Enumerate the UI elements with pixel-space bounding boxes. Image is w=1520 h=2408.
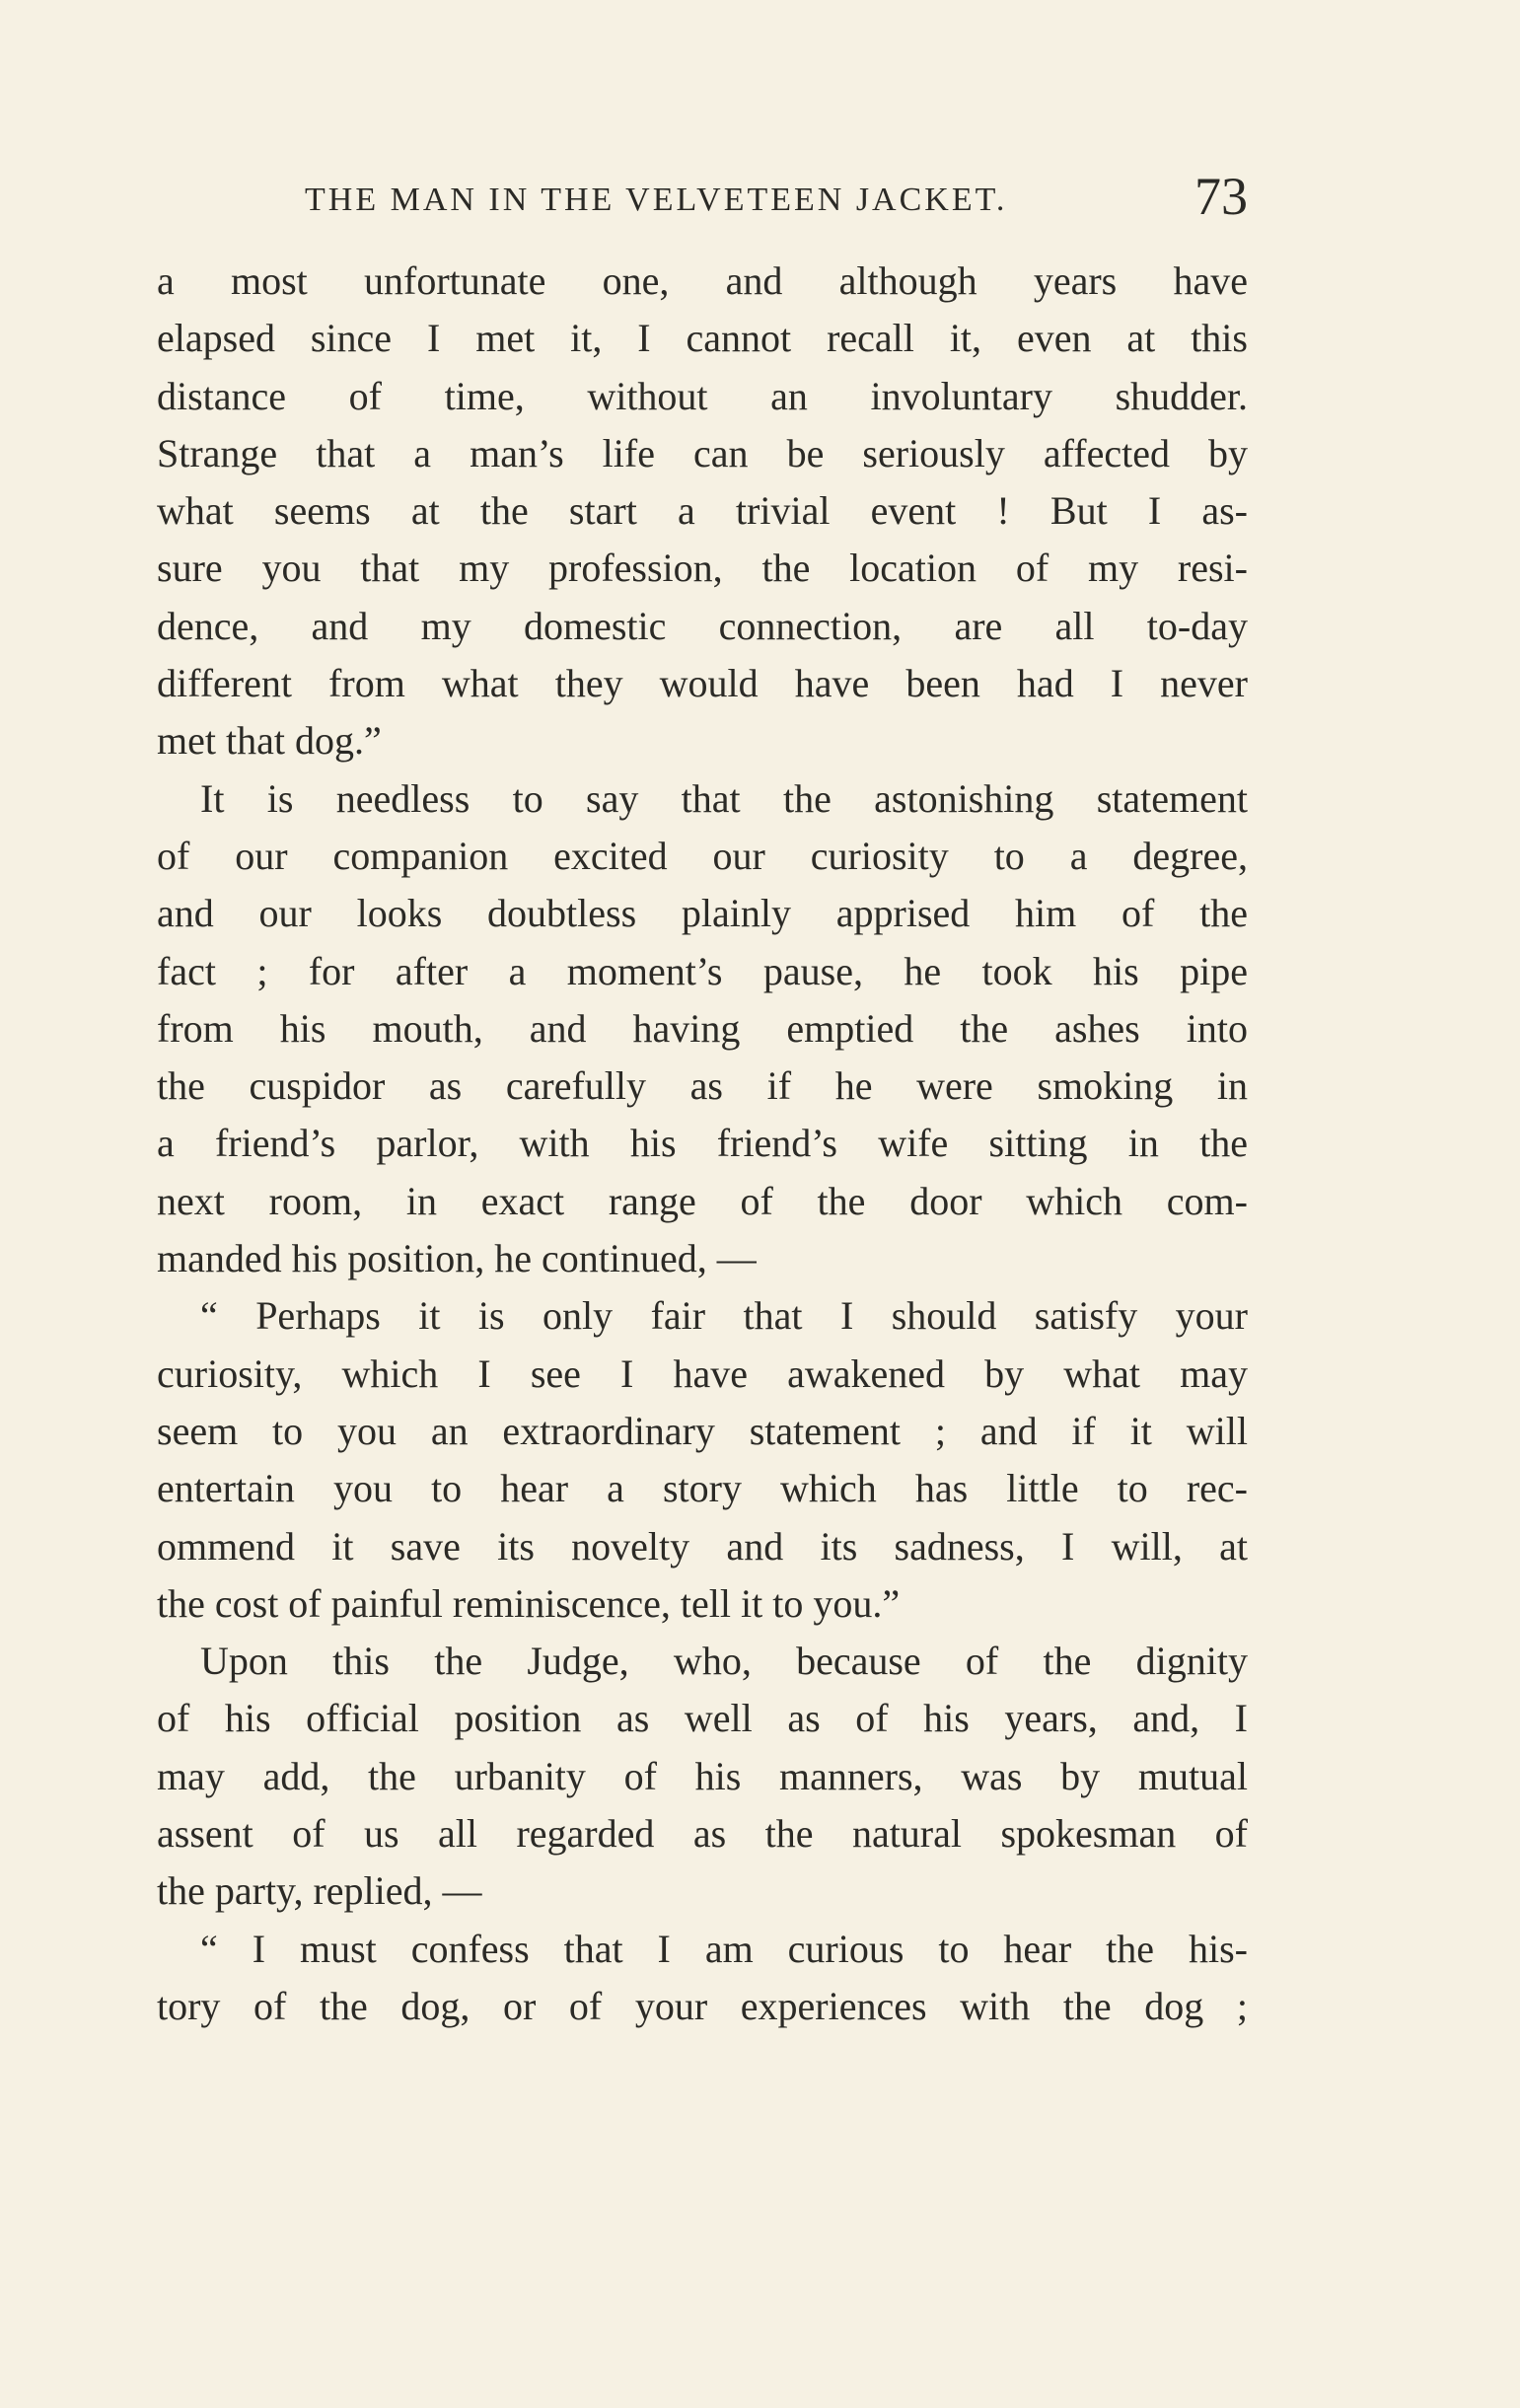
paragraph-first-line: “ I must confess that I am curious to hear the his- <box>200 1926 1248 1971</box>
text-line: tory of the dog, or of your experiences with the dog ; <box>157 1983 1248 2028</box>
text-line: what seems at the start a trivial event ! But I as- <box>157 488 1248 534</box>
text-line: of his official position as well as of his years, and, I <box>157 1696 1248 1741</box>
text-line: ommend it save its novelty and its sadness, I will, at <box>157 1523 1248 1569</box>
paragraph-first-line: It is needless to say that the astonishing statement <box>200 775 1248 821</box>
text-line: assent of us all regarded as the natural spokesman of <box>157 1811 1248 1857</box>
text-line: elapsed since I met it, I cannot recall it, even at this <box>157 316 1248 361</box>
text-line: dence, and my domestic connection, are all to-day <box>157 603 1248 648</box>
page-header <box>157 167 1248 235</box>
text-line: fact ; for after a moment’s pause, he took his pipe <box>157 948 1248 993</box>
text-line: Strange that a man’s life can be seriously affected by <box>157 430 1248 475</box>
text-line: seem to you an extraordinary statement ; and if it will <box>157 1408 1248 1453</box>
text-line: met that dog.” <box>157 718 382 764</box>
text-line: the cuspidor as carefully as if he were smoking in <box>157 1063 1248 1109</box>
text-line: entertain you to hear a story which has little to rec- <box>157 1466 1248 1511</box>
running-title: THE MAN IN THE VELVETEEN JACKET. <box>305 182 1008 218</box>
text-line: the cost of painful reminiscence, tell it to you.” <box>157 1580 901 1626</box>
text-line: curiosity, which I see I have awakened by what may <box>157 1350 1248 1396</box>
text-line: from his mouth, and having emptied the ashes into <box>157 1005 1248 1051</box>
text-line: different from what they would have been had I never <box>157 661 1248 706</box>
text-line: sure you that my profession, the location of my resi- <box>157 546 1248 591</box>
body-text <box>157 253 1248 2035</box>
text-line: distance of time, without an involuntary shudder. <box>157 373 1248 418</box>
text-line: and our looks doubtless plainly apprised him of the <box>157 891 1248 936</box>
text-line: next room, in exact range of the door which com- <box>157 1178 1248 1223</box>
text-line: the party, replied, — <box>157 1868 482 1914</box>
text-line: a friend’s parlor, with his friend’s wife sitting in the <box>157 1121 1248 1166</box>
text-line: of our companion excited our curiosity to a degree, <box>157 833 1248 878</box>
paragraph-first-line: “ Perhaps it is only fair that I should satisfy your <box>200 1293 1248 1339</box>
text-line: manded his position, he continued, — <box>157 1236 757 1281</box>
paragraph-first-line: Upon this the Judge, who, because of the dignity <box>200 1639 1248 1684</box>
text-line: a most unfortunate one, and although years have <box>157 258 1248 303</box>
page-number: 73 <box>1194 167 1248 226</box>
text-line: may add, the urbanity of his manners, was by mutual <box>157 1753 1248 1798</box>
